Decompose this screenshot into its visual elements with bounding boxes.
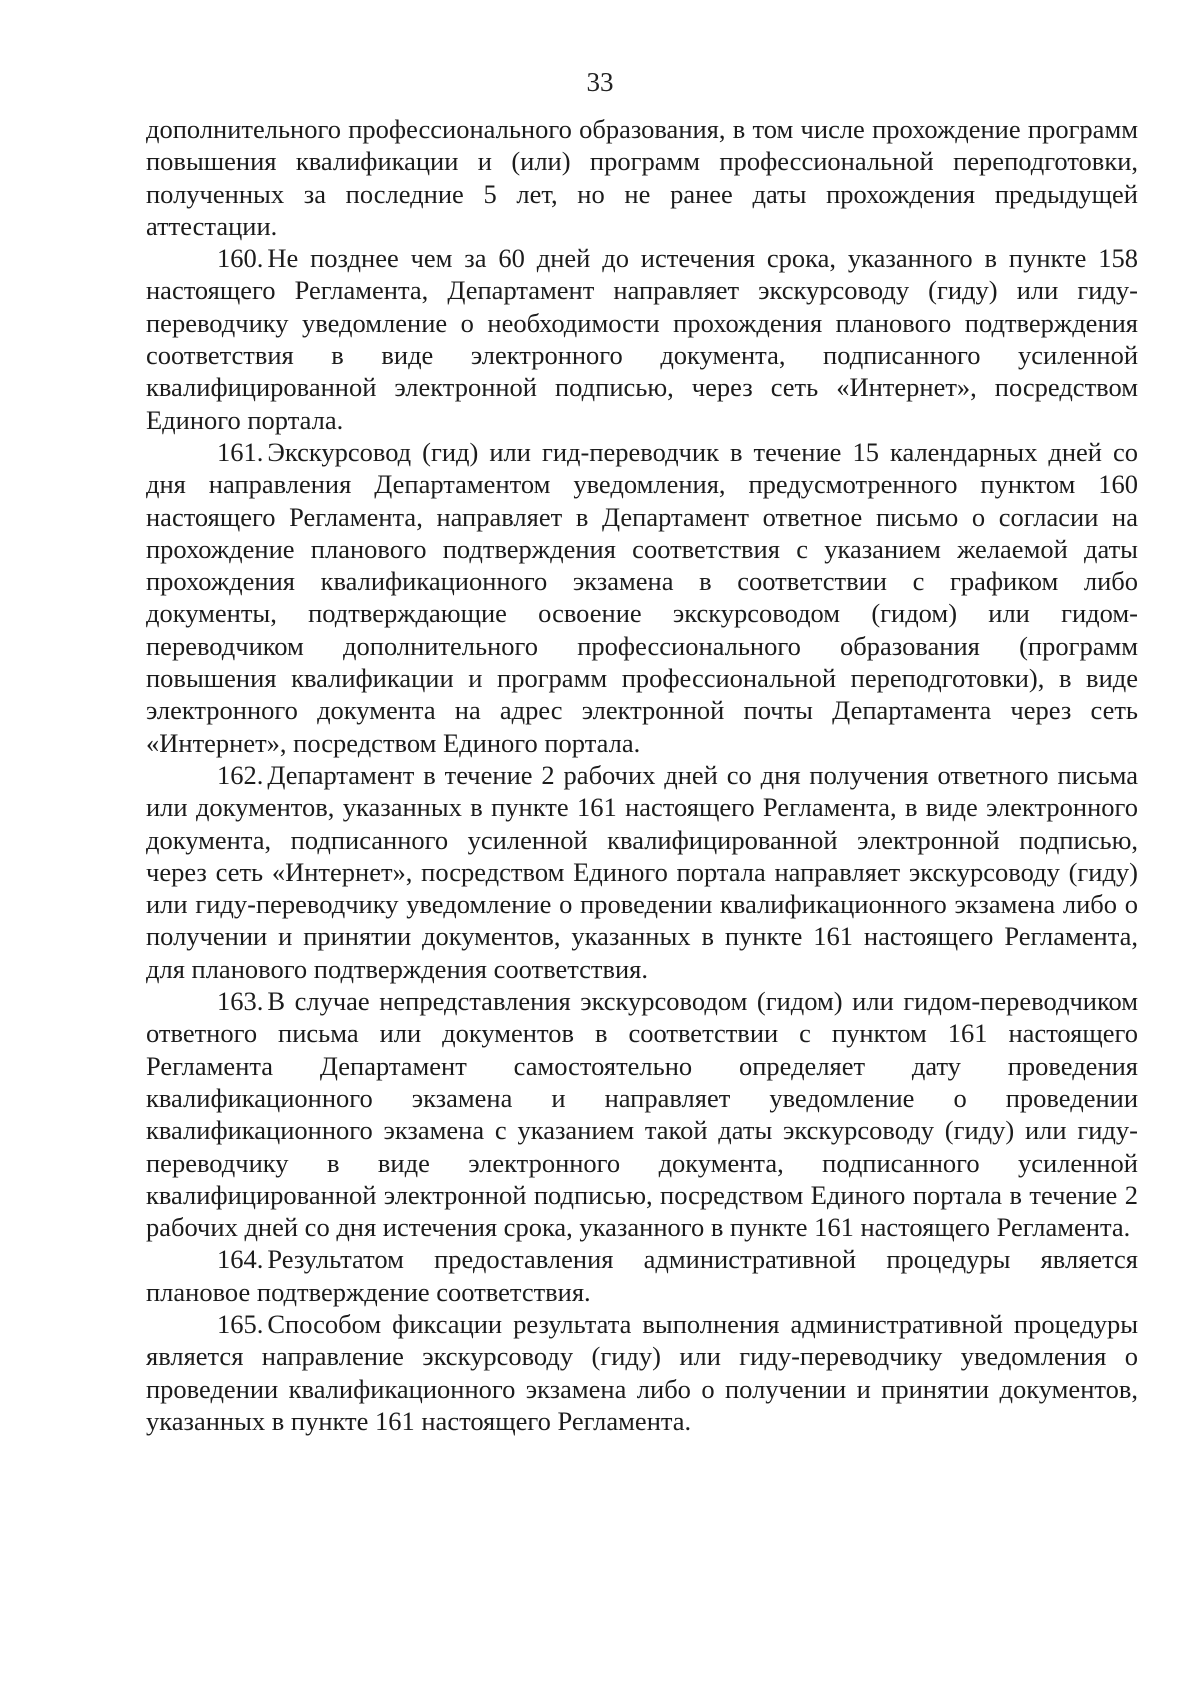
paragraph-165	[146, 1308, 1138, 1437]
paragraph-number: 163.	[217, 986, 264, 1017]
paragraph-162	[146, 759, 1138, 985]
paragraph-text: В случае непредставления экскурсоводом (гидом) или гидом-переводчиком ответного письма или документов в соответствии с пунктом 161 настоящего Регламента Департамент самостоятельно определяет дату проведения квалификационного экзамена и направляет уведомление о проведении квалификационного экзамена с указанием такой даты экскурсоводу (гиду) или гиду-переводчику в виде электронного документа, подписанного усиленной квалифицированной электронной подписью, посредством Единого портала в течение 2 рабочих дней со дня истечения срока, указанного в пункте 161 настоящего Регламента.	[146, 986, 1138, 1243]
paragraph-text: Экскурсовод (гид) или гид-переводчик в течение 15 календарных дней со дня направления Департаментом уведомления, предусмотренного пунктом 160 настоящего Регламента, направляет в Департамент ответное письмо о согласии на прохождение планового подтверждения соответствия с указанием желаемой даты прохождения квалификационного экзамена в соответствии с графиком либо документы, подтверждающие освоение экскурсоводом (гидом) или гидом-переводчиком дополнительного профессионального образования (программ повышения квалификации и программ профессиональной переподготовки), в виде электронного документа на адрес электронной почты Департамента через сеть «Интернет», посредством Единого портала.	[146, 436, 1138, 758]
paragraph-number: 165.	[217, 1308, 264, 1339]
paragraph-text: Способом фиксации результата выполнения административной процедуры является направление экскурсоводу (гиду) или гиду-переводчику уведомления о проведении квалификационного экзамена либо о получении и принятии документов, указанных в пункте 161 настоящего Регламента.	[146, 1308, 1138, 1436]
paragraph-number: 164.	[217, 1244, 264, 1275]
paragraph-text: Не позднее чем за 60 дней до истечения срока, указанного в пункте 158 настоящего Регламента, Департамент направляет экскурсоводу (гиду) или гиду-переводчику уведомление о необходимости прохождения планового подтверждения соответствия в виде электронного документа, подписанного усиленной квалифицированной электронной подписью, через сеть «Интернет», посредством Единого портала.	[146, 243, 1138, 435]
document-body	[146, 113, 1138, 1437]
paragraph-161	[146, 436, 1138, 759]
paragraph-text: дополнительного профессионального образования, в том числе прохождение программ повышения квалификации и (или) программ профессиональной переподготовки, полученных за последние 5 лет, но не ранее даты прохождения предыдущей аттестации.	[146, 114, 1138, 241]
paragraph-number: 160.	[217, 243, 264, 274]
paragraph-163	[146, 985, 1138, 1243]
page-number: 33	[586, 67, 614, 97]
paragraph-160	[146, 242, 1138, 436]
paragraph-number: 162.	[217, 759, 264, 790]
paragraph-continuation	[146, 113, 1138, 242]
paragraph-number: 161.	[217, 436, 264, 467]
paragraph-164	[146, 1243, 1138, 1308]
paragraph-text: Департамент в течение 2 рабочих дней со дня получения ответного письма или документов, указанных в пункте 161 настоящего Регламента, в виде электронного документа, подписанного усиленной квалифицированной электронной подписью, через сеть «Интернет», посредством Единого портала направляет экскурсоводу (гиду) или гиду-переводчику уведомление о проведении квалификационного экзамена либо о получении и принятии документов, указанных в пункте 161 настоящего Регламента, для планового подтверждения соответствия.	[146, 759, 1138, 984]
paragraph-text: Результатом предоставления административной процедуры является плановое подтверждение соответствия.	[146, 1244, 1138, 1307]
